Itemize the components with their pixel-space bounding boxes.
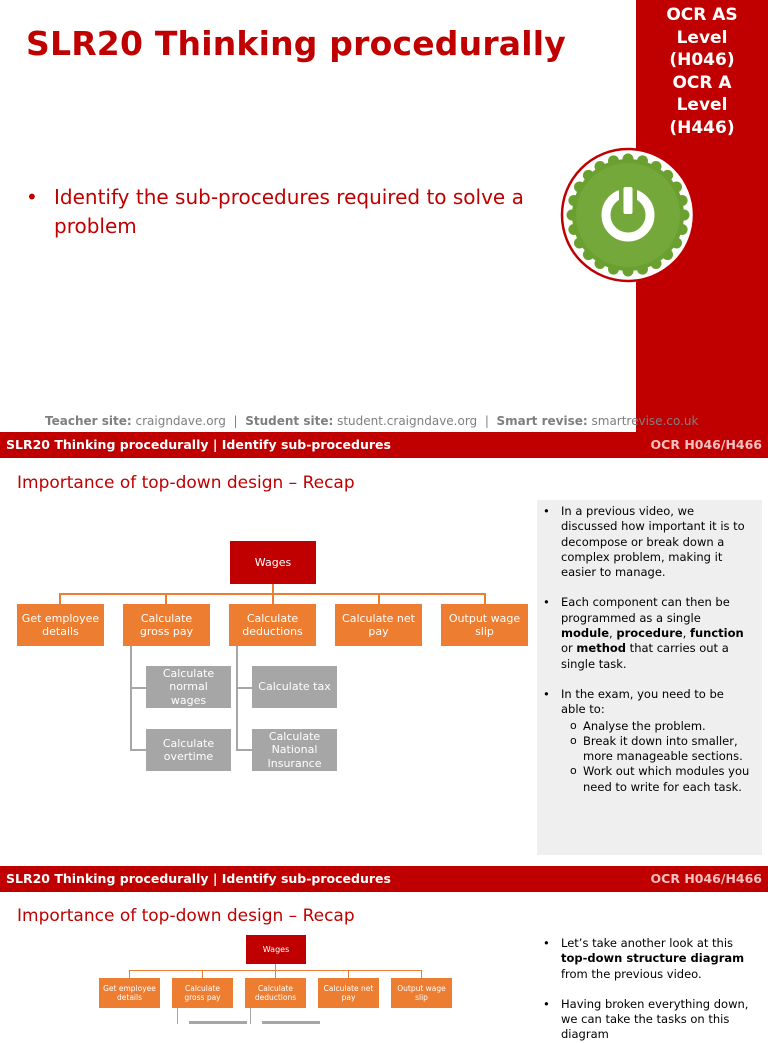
- slide-header-bar: [0, 866, 768, 892]
- header-title: SLR20 Thinking procedurally | Identify sub-procedures: [6, 437, 391, 452]
- diagram-task-box: Calculate gross pay: [123, 604, 210, 646]
- notes-bullet: • Let’s take another look at this top-down structure diagram from the previous video.: [537, 936, 752, 982]
- notes-panel: [537, 500, 762, 855]
- teacher-link[interactable]: craigndave.org: [135, 414, 226, 428]
- revise-label: Smart revise:: [496, 414, 588, 428]
- slide-subtitle: Importance of top-down design – Recap: [17, 906, 355, 926]
- student-link[interactable]: student.craigndave.org: [337, 414, 478, 428]
- separator: |: [233, 414, 238, 428]
- diagram-task-box: Calculate deductions: [245, 978, 306, 1008]
- notes-bullet: • Each component can then be programmed as a single module, procedure, function or method that carries out a single task.: [537, 595, 752, 671]
- diagram-root-box: Wages: [230, 541, 316, 584]
- diagram-subtask-box: Calculate overtime: [146, 729, 231, 771]
- header-spec: OCR H046/H466: [650, 437, 762, 452]
- spec-label: [636, 4, 768, 139]
- connector: [59, 593, 61, 604]
- diagram-subtask-box: Calculate normal wages: [146, 666, 231, 708]
- spec-line: (H446): [669, 117, 735, 138]
- diagram-task-box: Calculate deductions: [229, 604, 316, 646]
- diagram-root-box: Wages: [246, 935, 306, 964]
- diagram-task-box: Get employee details: [17, 604, 104, 646]
- connector: [378, 593, 380, 604]
- connector: [484, 593, 486, 604]
- power-icon: [560, 147, 696, 283]
- diagram-task-box: Get employee details: [99, 978, 160, 1008]
- header-title: SLR20 Thinking procedurally | Identify sub-procedures: [6, 871, 391, 886]
- title-slide: [0, 0, 768, 432]
- connector: [129, 970, 130, 978]
- connector: [165, 593, 167, 604]
- connector: [130, 749, 146, 751]
- spec-line: OCR A: [672, 72, 732, 93]
- connector: [275, 970, 276, 978]
- student-label: Student site:: [245, 414, 334, 428]
- diagram-task-box: Calculate net pay: [318, 978, 379, 1008]
- connector: [177, 1008, 178, 1024]
- connector: [250, 1008, 251, 1024]
- connector: [130, 646, 132, 750]
- notes-bullet: • In a previous video, we discussed how important it is to decompose or break down a complex problem, making it easier to manage.: [537, 504, 752, 580]
- header-spec: OCR H046/H466: [650, 871, 762, 886]
- connector: [130, 687, 146, 689]
- connector: [236, 646, 238, 750]
- diagram-task-box: Output wage slip: [391, 978, 452, 1008]
- teacher-label: Teacher site:: [45, 414, 132, 428]
- spec-line: Level: [676, 95, 728, 115]
- slide-subtitle: Importance of top-down design – Recap: [17, 473, 355, 493]
- revise-link[interactable]: smartrevise.co.uk: [591, 414, 699, 428]
- diagram-subtask-box: [189, 1021, 247, 1024]
- diagram-subtask-box: Calculate National Insurance: [252, 729, 337, 771]
- notes-bullet: • Having broken everything down, we can take the tasks on this diagram: [537, 997, 752, 1043]
- diagram-task-box: Output wage slip: [441, 604, 528, 646]
- footer-links: [45, 414, 698, 428]
- connector: [236, 687, 252, 689]
- notes-bullet: • In the exam, you need to be able to: o Analyse the problem. o Break it down into smaller, more manageable sections. o Work out which modules you need to write for each task.: [537, 687, 752, 795]
- diagram-task-box: Calculate gross pay: [172, 978, 233, 1008]
- connector: [202, 970, 203, 978]
- spec-line: OCR AS: [666, 5, 738, 25]
- connector: [348, 970, 349, 978]
- notes-panel: [537, 934, 762, 1042]
- separator: |: [484, 414, 489, 428]
- spec-line: Level: [676, 27, 728, 48]
- bullet-icon: •: [26, 185, 38, 209]
- slide-title: SLR20 Thinking procedurally: [26, 24, 566, 63]
- connector: [236, 749, 252, 751]
- notes-subbullet: o Break it down into smaller, more manageable sections.: [561, 734, 752, 765]
- slide-header-bar: [0, 432, 768, 458]
- connector: [272, 593, 274, 604]
- diagram-subtask-box: [262, 1021, 320, 1024]
- diagram-task-box: Calculate net pay: [335, 604, 422, 646]
- spec-line: (H046): [669, 50, 735, 70]
- notes-subbullet: o Work out which modules you need to write for each task.: [561, 764, 752, 795]
- connector: [421, 970, 422, 978]
- notes-subbullet: o Analyse the problem.: [561, 719, 752, 734]
- diagram-subtask-box: Calculate tax: [252, 666, 337, 708]
- objective-text: Identify the sub-procedures required to solve a problem: [54, 185, 524, 238]
